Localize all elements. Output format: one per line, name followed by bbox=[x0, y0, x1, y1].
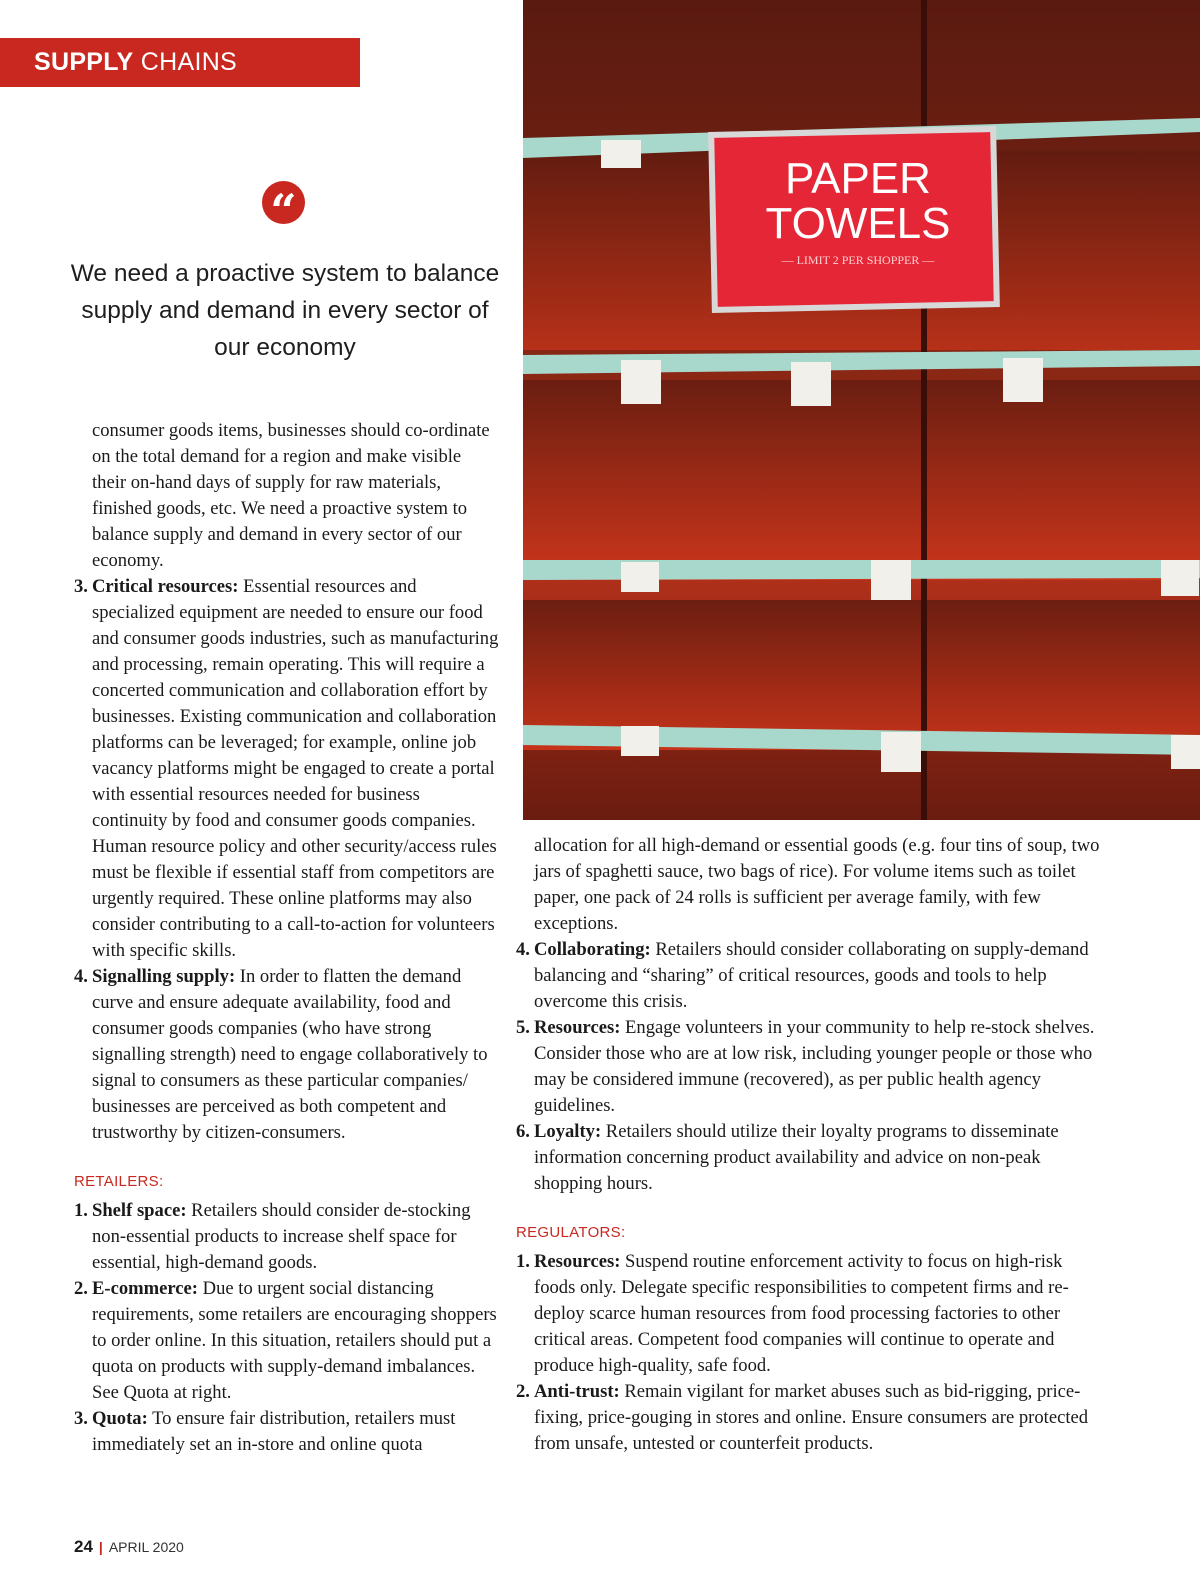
right-column bbox=[516, 833, 1106, 1457]
list-item: 4. Collaborating: Retailers should consider collaborating on supply-demand balancing and “sharing” of critical resources, goods and tools to help overcome this crisis. bbox=[516, 939, 1089, 1012]
issue-date: APRIL 2020 bbox=[108, 1539, 184, 1555]
list-item: 3. Critical resources: Essential resources and specialized equipment are needed to ensure our food and consumer goods industries, such as manufacturing and processing, remain operating. This will require a concerted communication and collaboration effort by businesses. Existing communication and collaboration platforms can be leveraged; for example, online job vacancy platforms might be engaged to create a portal with essential resources needed for business continuity by food and consumer goods companies. Human resource policy and other security/access rules must be flexible if essential staff from competitors are urgently required. These online platforms may also consider contributing to a call-to-action for volunteers with specific skills. bbox=[74, 576, 499, 961]
retailers-heading: RETAILERS: bbox=[74, 1173, 164, 1190]
left-intro: consumer goods items, businesses should co-ordinate on the total demand for a region and make visible their on-hand days of supply for raw materials, finished goods, etc. We need a proactive system to balance supply and demand in every sector of our economy. bbox=[92, 420, 490, 571]
section-banner-bold: SUPPLY bbox=[34, 48, 134, 76]
list-item: 2. Anti-trust: Remain vigilant for market abuses such as bid-rigging, price-fixing, price-gouging in stores and online. Ensure consumers are protected from unsafe, untested or counterfeit products. bbox=[516, 1381, 1089, 1454]
list-item: 6. Loyalty: Retailers should utilize their loyalty programs to disseminate information concerning product availability and advice on non-peak shopping hours. bbox=[516, 1121, 1059, 1194]
quote-mark-icon: “ bbox=[262, 181, 305, 224]
paper-towels-sign bbox=[711, 129, 997, 310]
sign-line-2: TOWELS bbox=[765, 199, 951, 248]
list-item: 3. Quota: To ensure fair distribution, retailers must immediately set an in-store and online quota bbox=[74, 1408, 456, 1455]
page-number: 24 bbox=[74, 1537, 93, 1556]
list-item: 4. Signalling supply: In order to flatten the demand curve and ensure adequate availability, food and consumer goods companies (who have strong signalling strength) need to engage collaboratively to signal to consumers as these particular companies/ businesses are perceived as both competent and trustworthy by citizen-consumers. bbox=[74, 966, 488, 1143]
section-banner bbox=[0, 38, 360, 87]
empty-shelves-photo bbox=[523, 0, 1200, 820]
left-column bbox=[74, 418, 499, 1458]
regulators-list bbox=[516, 1249, 1106, 1457]
list-item: 2. E-commerce: Due to urgent social distancing requirements, some retailers are encouraging shoppers to order online. In this situation, retailers should put a quota on products with supply-demand imbalances. See Quota at right. bbox=[74, 1278, 497, 1403]
list-item: 1. Resources: Suspend routine enforcement activity to focus on high-risk foods only. Delegate specific responsibilities to competent firms and re-deploy scarce human resources from food processing factories to other critical areas. Competent food companies will continue to operate and produce high-quality, safe food. bbox=[516, 1251, 1069, 1376]
list-item: 1. Shelf space: Retailers should consider de-stocking non-essential products to increase shelf space for essential, high-demand goods. bbox=[74, 1200, 471, 1273]
section-banner-light: CHAINS bbox=[133, 48, 238, 76]
pull-quote: We need a proactive system to balance supply and demand in every sector of our economy bbox=[70, 260, 500, 361]
list-item: 5. Resources: Engage volunteers in your community to help re-stock shelves. Consider those who are at low risk, including younger people or those who may be considered immune (recovered), as per public health agency guidelines. bbox=[516, 1017, 1095, 1116]
right-list bbox=[516, 937, 1106, 1197]
retailers-list bbox=[74, 1198, 499, 1458]
regulators-heading: REGULATORS: bbox=[516, 1224, 626, 1241]
footer-divider: | bbox=[98, 1539, 103, 1555]
sign-line-3: — LIMIT 2 PER SHOPPER — bbox=[781, 253, 935, 267]
left-list bbox=[74, 574, 499, 1146]
right-intro: allocation for all high-demand or essential goods (e.g. four tins of soup, two jars of spaghetti sauce, two bags of rice). For volume items such as toilet paper, one pack of 24 rolls is sufficient per average family, with few exceptions. bbox=[534, 835, 1100, 934]
page-footer bbox=[74, 1537, 184, 1557]
sign-line-1: PAPER bbox=[785, 154, 931, 203]
